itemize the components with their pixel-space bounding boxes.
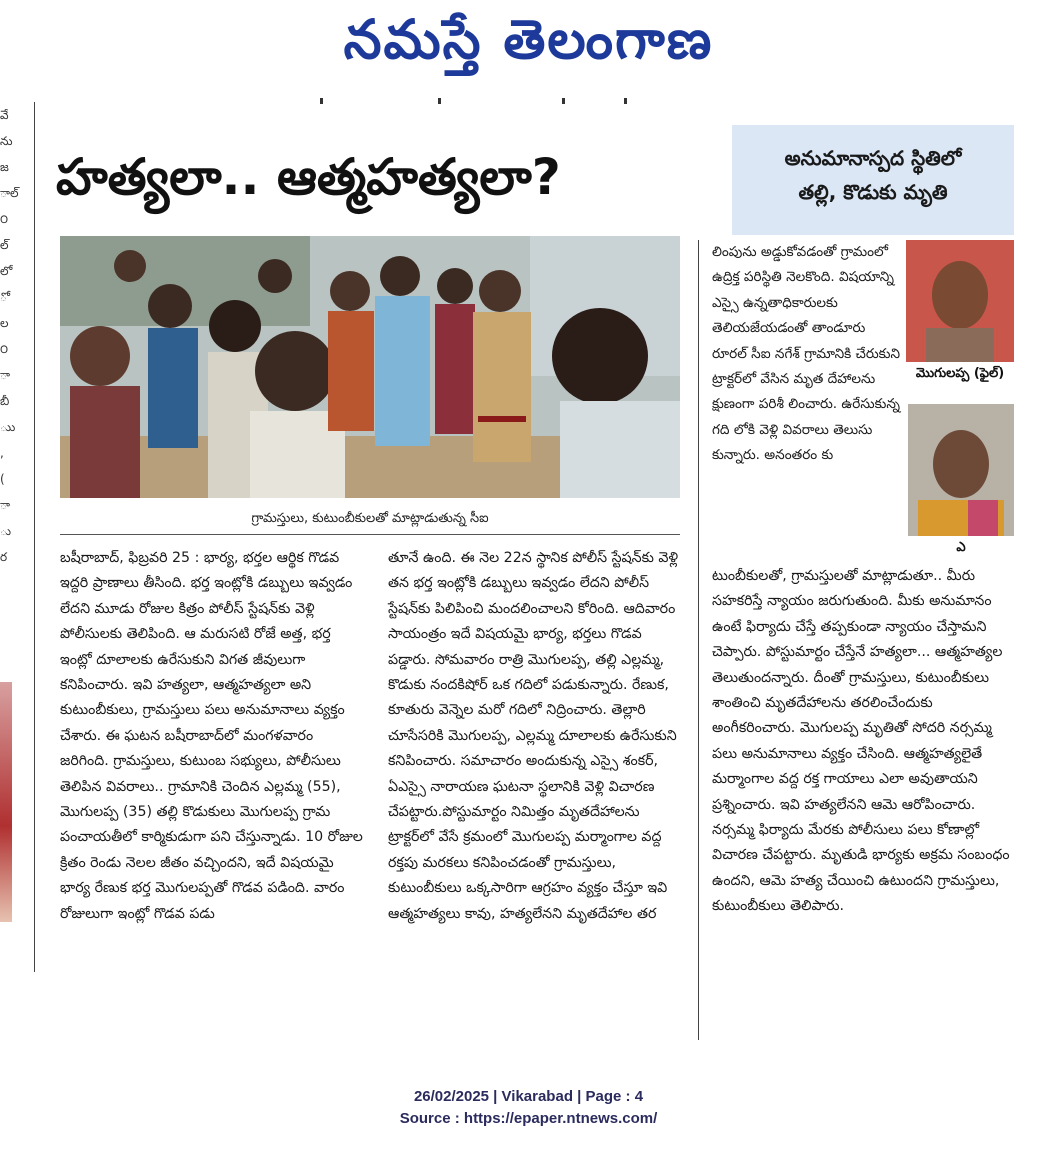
caption-divider <box>60 534 680 535</box>
masthead-title: నమస్తే తెలంగాణ <box>343 8 714 71</box>
fragment-text: ు <box>0 524 12 538</box>
fragment-text: ా <box>0 368 11 382</box>
adjacent-article-fragment <box>0 102 19 982</box>
fragment-text: ా <box>0 498 11 512</box>
fragment-text: ౦ <box>0 342 9 356</box>
column-divider <box>34 102 35 972</box>
victim-photo-mogulappa <box>906 240 1014 362</box>
photo-caption-person2: ఎ <box>956 540 966 555</box>
fragment-text: ల <box>0 316 9 330</box>
article-column-2: తూనే ఉంది. ఈ నెల 22న స్థానిక పోలీస్ స్టేషన్‌కు వెళ్లి తన భర్త ఇంట్లోకి డబ్బులు ఇవ్వడం లేదని పోలీస్ స్టేషన్‌కు పిలిపించి మందలించాలని కోరింది. ఆదివారం సాయంత్రం ఇదే విషయమై భార్య, భర్తలు గొడవ పడ్డారు. సోమవారం రాత్రి మొగులప్ప, తల్లి ఎల్లమ్మ, కొడుకు నందకిషోర్ ఒక గదిలో పడుకున్నారు. రేణుక, కూతురు వెన్నెల మరో గదిలో నిద్రించారు. తెల్లారి చూసేసరికి మొగులప్ప, ఎల్లమ్మ దూలాలకు ఉరేసుకుని కనిపించారు. సమాచారం అందుకున్న ఎస్సై శంకర్, ఏఎస్సై నారాయణ ఘటనా స్థలానికి వెళ్లి విచారణ చేపట్టారు.పోస్టుమార్టం నిమిత్తం మృతదేహాలను ట్రాక్టర్‌లో వేసే క్రమంలో మొగులప్ప మర్మాంగాల వద్ద రక్తపు మరకలు కనిపించడంతో గ్రామస్తులు, కుటుంబీకులు ఒక్కసారిగా ఆగ్రహం వ్యక్తం చేస్తూ ఇవి ఆత్మహత్యలు కావు, హత్యలేనని మృతదేహాల తర <box>388 550 679 922</box>
crowd-photo-illustration <box>60 236 680 498</box>
news-photo <box>60 236 680 498</box>
page-top-marks <box>320 98 630 104</box>
victim-photo-yellamma <box>908 404 1014 536</box>
fragment-text: ౦ <box>0 212 9 226</box>
fragment-text: ర <box>0 550 8 564</box>
subheadline-box <box>732 125 1014 235</box>
footer-date-edition: 26/02/2025 | Vikarabad | Page : 4 <box>413 1088 644 1105</box>
adjacent-photo <box>0 682 12 922</box>
fragment-text: ( <box>0 472 5 486</box>
fragment-text: లో <box>0 264 13 278</box>
page-footer <box>0 1086 1057 1130</box>
fragment-text: జ <box>0 160 9 174</box>
fragment-text: వే <box>0 108 9 122</box>
article-headline: హత్యలా.. ఆత్మహత్యలా? <box>56 148 561 206</box>
subheadline-line: అనుమానాస్పద స్థితిలో <box>784 146 962 170</box>
fragment-text: ుు <box>0 420 16 434</box>
fragment-text: బీ <box>0 394 10 408</box>
column-divider <box>698 240 699 1040</box>
fragment-text: , <box>0 446 4 460</box>
photo-caption: గ్రామస్తులు, కుటుంబీకులతో మాట్లాడుతున్న సీఐ <box>251 511 489 526</box>
article-column-3-top: లింపును అడ్డుకోవడంతో గ్రామంలో ఉద్రిక్త పరిస్థితి నెలకొంది. విషయాన్ని ఎస్సై ఉన్నతాధికారులకు తెలియజేయడంతో తాండూరు రూరల్ సీఐ నగేశ్ గ్రామానికి చేరుకుని ట్రాక్టర్‌లో వేసిన మృత దేహాలను క్షుణంగా పరిశీ లించారు. ఉరేసుకున్న గది లోకి వెళ్లి వివరాలు తెలుసు కున్నారు. అనంతరం కు <box>712 244 900 464</box>
subheadline-line: తల్లి, కొడుకు మృతి <box>798 180 948 204</box>
article-column-3-bottom: టుంబీకులతో, గ్రామస్తులతో మాట్లాడుతూ.. మీరు సహకరిస్తే న్యాయం జరుగుతుంది. మీకు అనుమానం ఉంటే ఫిర్యాదు చేస్తే తప్పకుండా న్యాయం చేస్తామని చెప్పారు. పోస్టుమార్టం చేస్తేనే హత్యలా... ఆత్మహత్యల తెలుతుందన్నారు. దీంతో గ్రామస్తులు, కుటుంబీకులు శాంతించి మృతదేహాలను తరలించేందుకు అంగీకరించారు. మొగులప్ప మృతితో సోదరి నర్సమ్మ పలు అనుమానాలు వ్యక్తం చేసింది. ఆత్మహత్యలైతే మర్మాంగాల వద్ద రక్త గాయాలు ఎలా అవుతాయని ప్రశ్నించారు. ఇవి హత్యలేనని ఆమె ఆరోపించారు. నర్సమ్మ ఫిర్యాదు మేరకు పోలీసులు పలు కోణాల్లో విచారణ చేపట్టారు. మృతుడి భార్యకు అక్రమ సంబంధం ఉందని, ఆమె హత్య చేయించి ఉటుందని గ్రామస్తులు, కుటుంబీకులు తెలిపారు. <box>712 568 1010 915</box>
fragment-text: ను <box>0 134 13 148</box>
fragment-text: ో <box>0 290 7 304</box>
article-column-1: బషీరాబాద్, ఫిబ్రవరి 25 : భార్య, భర్తల ఆర్థిక గొడవ ఇద్దరి ప్రాణాలు తీసింది. భర్త ఇంట్లోకి డబ్బులు ఇవ్వడం లేదని మూడు రోజుల కిత్రం పోలీస్ స్టేషన్‌కు వెళ్లి పోలీసులకు తెలిపింది. ఆ మరుసటి రోజే అత్త, భర్త ఇంట్లో దూలాలకు ఉరేసుకుని విగత జీవులుగా కనిపించారు. ఇవి హత్యలా, ఆత్మహత్యలా అని కుటుంబీకులు, గ్రామస్తులు పలు అనుమానాలు వ్యక్తం చేశారు. ఈ ఘటన బషీరాబాద్‌లో మంగళవారం జరిగింది. గ్రామస్తులు, కుటుంబ సభ్యులు, పోలీసులు తెలిపిన వివరాలు.. గ్రామానికి చెందిన ఎల్లమ్మ (55), మొగులప్ప (35) తల్లి కొడుకులు మొగులప్ప గ్రామ పంచాయతీలో కార్మికుడుగా పని చేస్తున్నాడు. 10 రోజుల క్రితం రెండు నెలల జీతం వచ్చిందని, ఇదే విషయమై భార్య రేణుక భర్త మొగులప్పతో గొడవ పడింది. వారం రోజులుగా ఇంట్లో గొడవ పడు <box>60 550 363 922</box>
footer-source[interactable]: Source : https://epaper.ntnews.com/ <box>399 1110 658 1127</box>
fragment-text: ాల్ <box>0 186 19 200</box>
photo-caption-person1: మొగులప్ప (ఫైల్) <box>915 366 1005 381</box>
fragment-text: ల్ <box>0 238 9 252</box>
